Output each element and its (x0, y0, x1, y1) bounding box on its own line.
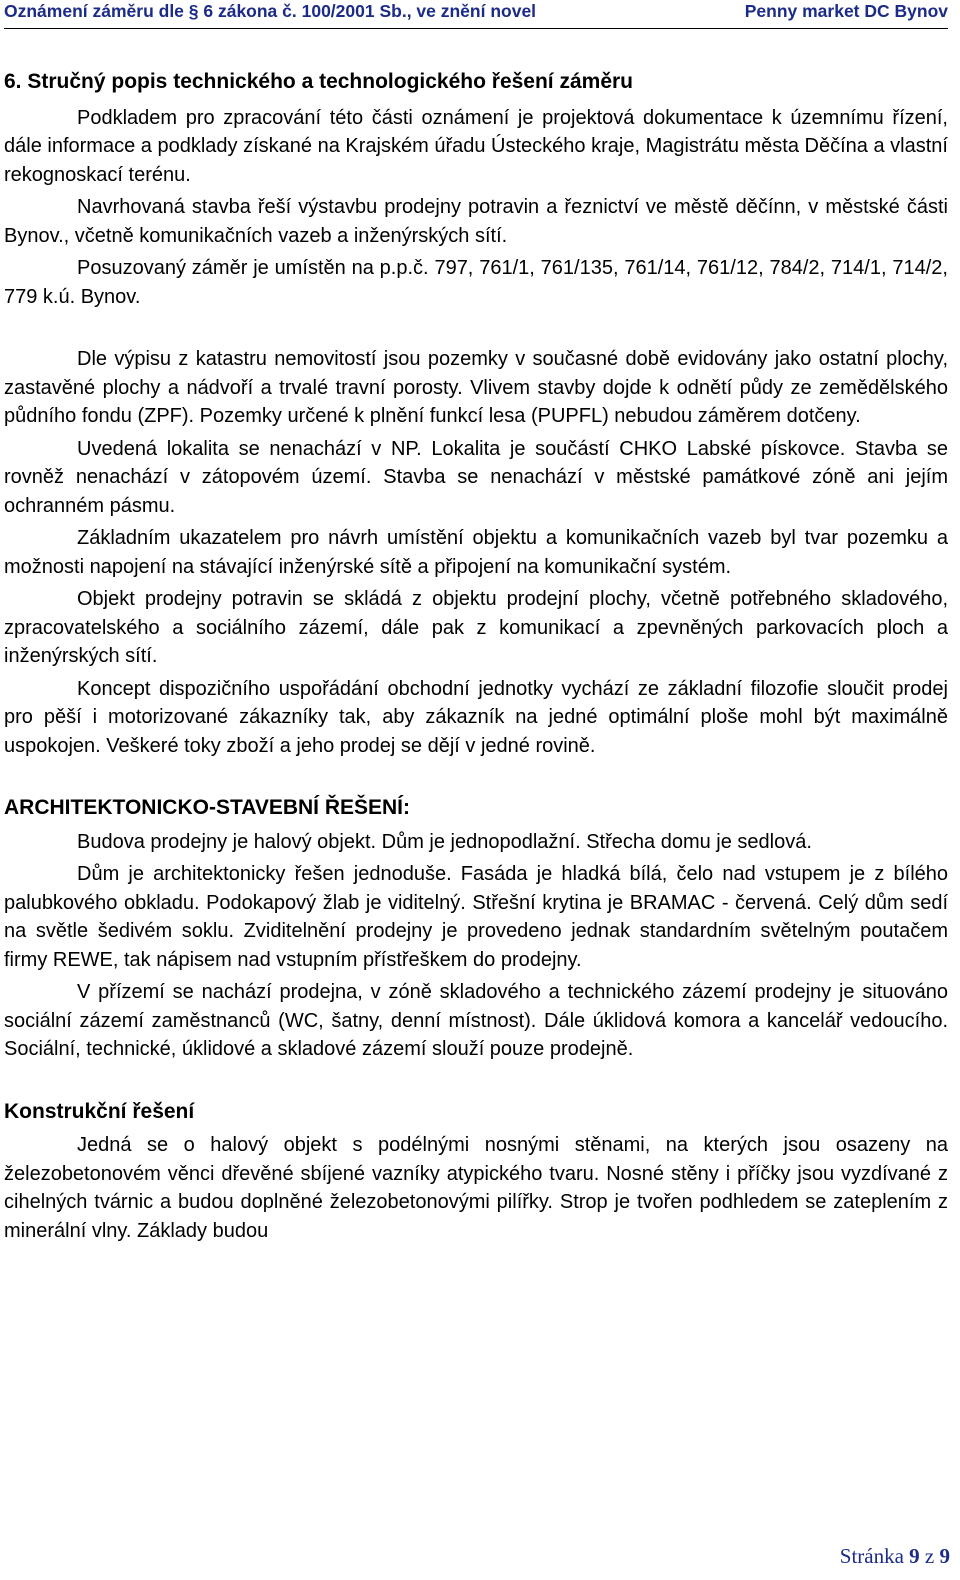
paragraph-koncept: Koncept dispozičního uspořádání obchodní jednotky vychází ze základní filozofie sloučit prodej pro pěší i motorizované zákazníky tak, aby zákazník na jedné optimální ploše mohl být maximálně uspokojen. Veškeré toky zboží a jeho prodej se dějí v jedné rovině. (4, 677, 948, 757)
header-project-name: Penny market DC Bynov (744, 1, 948, 21)
paragraph-lokalita: Uvedená lokalita se nenachází v NP. Lokalita je součástí CHKO Labské pískovce. Stavba se rovněž nenachází v zátopovém území. Stavba se nenachází v městské památkové zóně ani jejím ochranném pásmu. (4, 437, 948, 517)
section-heading-architektonicko: ARCHITEKTONICKO-STAVEBNÍ ŘEŠENÍ: (4, 796, 411, 819)
header-document-title: Oznámení záměru dle § 6 zákona č. 100/2001 Sb., ve znění novel (4, 1, 537, 21)
document-body (4, 68, 948, 1249)
paragraph-parcely: Posuzovaný záměr je umístěn na p.p.č. 797, 761/1, 761/135, 761/14, 761/12, 784/2, 714/1, 714/2, 779 k.ú. Bynov. (4, 257, 948, 308)
page-header (4, 0, 948, 29)
paragraph-navrhovana-stavba: Navrhovaná stavba řeší výstavbu prodejny potravin a řeznictví ve městě děčínn, v městské části Bynov., včetně komunikačních vazeb a inženýrských sítí. (4, 196, 948, 247)
section-heading-konstrukcni: Konstrukční řešení (4, 1099, 195, 1123)
page-total: 9 (939, 1544, 950, 1568)
page-number: 9 (909, 1544, 920, 1568)
paragraph-objekt: Objekt prodejny potravin se skládá z objektu prodejní plochy, včetně potřebného skladového, zpracovatelského a sociálního zázemí, dále pak z komunikací a zpevněných parkovacích ploch a inženýrských sítí. (4, 588, 948, 667)
paragraph-ukazatel: Základním ukazatelem pro návrh umístění objektu a komunikačních vazeb byl tvar pozemku a možnosti napojení na stávající inženýrské sítě a připojení na komunikační systém. (4, 527, 948, 578)
paragraph-dum: Dům je architektonicky řešen jednoduše. Fasáda je hladká bílá, čelo nad vstupem je z bílého palubkového obkladu. Podokapový žlab je viditelný. Střešní krytina je BRAMAC - červená. Celý dům sedí na světle šedivém soklu. Zviditelnění prodejny je provedeno jednak standardním světelným poutačem firmy REWE, tak nápisem nad vstupním přístřeškem do prodejny. (4, 863, 948, 971)
paragraph-prizemi: V přízemí se nachází prodejna, v zóně skladového a technického zázemí prodejny je situováno sociální zázemí zaměstnanců (WC, šatny, denní místnost). Dále úklidová komora a kancelář vedoucího. Sociální, technické, úklidové a skladové zázemí slouží pouze prodejně. (4, 981, 948, 1060)
page-separator: z (924, 1544, 935, 1568)
paragraph-podklady: Podkladem pro zpracování této části oznámení je projektová dokumentace k územnímu řízení, dále informace a podklady získané na Krajském úřadu Ústeckého kraje, Magistrátu města Děčína a vlastní rekognoskací terénu. (4, 106, 948, 186)
section-heading-6: 6. Stručný popis technického a technologického řešení záměru (4, 70, 634, 93)
page-label: Stránka (839, 1544, 904, 1568)
paragraph-budova: Budova prodejny je halový objekt. Dům je jednopodlažní. Střecha domu je sedlová. (77, 830, 812, 853)
paragraph-katastr: Dle výpisu z katastru nemovitostí jsou pozemky v současné době evidovány jako ostatní plochy, zastavěné plochy a nádvoří a trvalé travní porosty. Vlivem stavby dojde k odnětí půdy ze zemědělského půdního fondu (ZPF). Pozemky určené k plnění funkcí lesa (PUPFL) nebudou záměrem dotčeny. (4, 348, 948, 427)
page-footer (840, 1544, 950, 1569)
paragraph-halovy-objekt: Jedná se o halový objekt s podélnými nosnými stěnami, na kterých jsou osazeny na železobetonovém věnci dřevěné sbíjené vazníky atypického tvaru. Nosné stěny i příčky jsou vyzdívané z cihelných tvárnic a budou doplněné železobetonovými pilířky. Strop je tvořen podhledem se zateplením z minerální vlny. Základy budou (4, 1134, 948, 1242)
